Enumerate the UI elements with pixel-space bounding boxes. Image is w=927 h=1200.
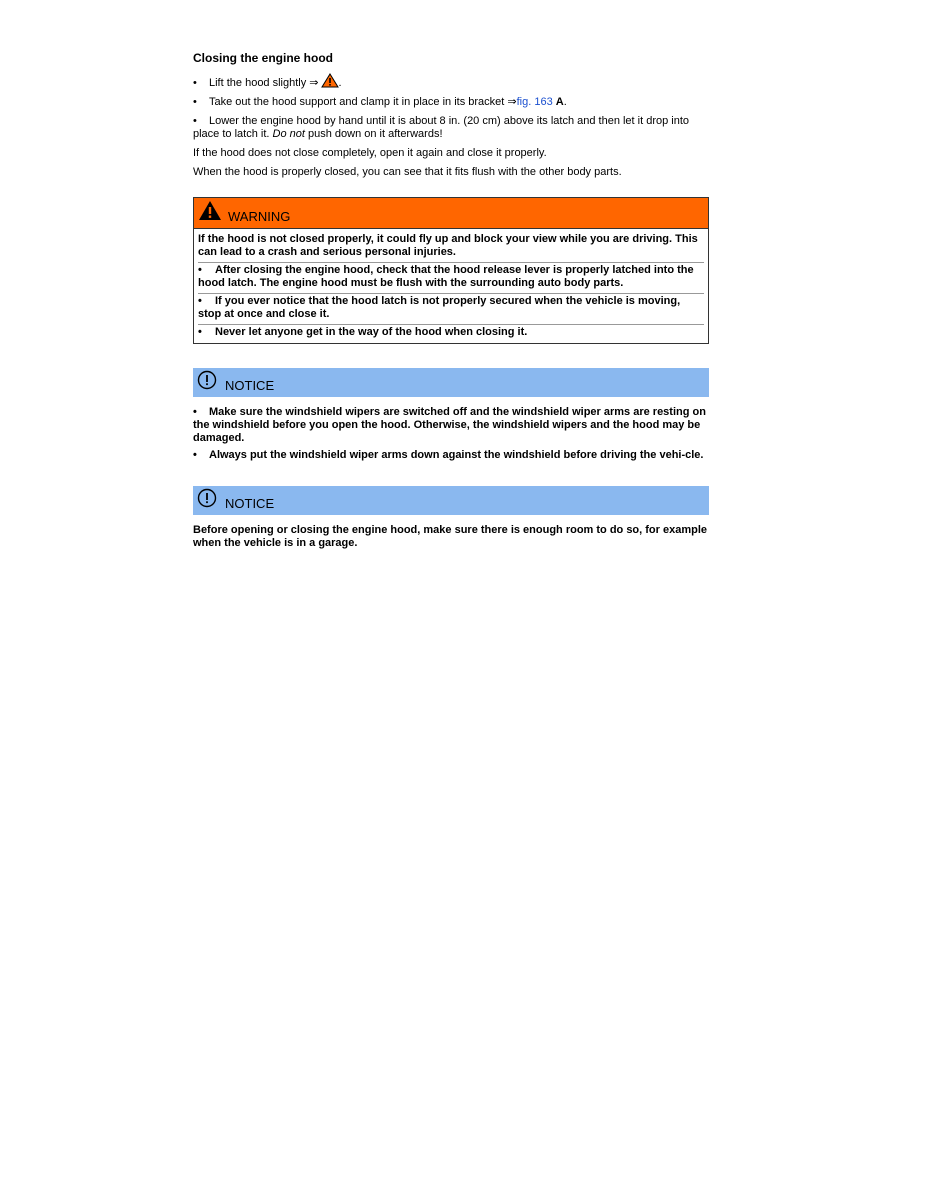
notice-item-1 — [193, 406, 709, 445]
bullet: • — [193, 406, 197, 418]
notice-label: NOTICE — [225, 495, 275, 511]
warning-item-text: After closing the engine hood, check that the hood release lever is properly latched into the hood latch. The engine hood must be flush with the surrounding auto body parts. — [198, 264, 694, 289]
warning-item-text: If you ever notice that the hood latch is not properly secured when the vehicle is moving, stop at once and close it. — [198, 295, 681, 320]
bullet: • — [198, 326, 202, 338]
exclamation-circle-icon — [197, 370, 217, 395]
warning-triangle-icon — [198, 200, 222, 226]
notice-item-2 — [193, 449, 709, 462]
paragraph-2: When the hood is properly closed, you can see that it fits flush with the other body parts. — [193, 166, 622, 178]
fig-163-link[interactable]: fig. 163 — [516, 96, 553, 108]
warning-box — [193, 197, 709, 344]
warning-label: WARNING — [228, 208, 291, 224]
warning-item-2 — [198, 293, 704, 324]
bullet: • — [193, 449, 197, 461]
warning-body — [194, 229, 708, 343]
step-3-emphasis: Do not — [272, 128, 305, 140]
notice-body-1 — [193, 397, 709, 462]
bullet: • — [193, 96, 197, 108]
step-1-text: Lift the hood slightly ⇒ — [209, 77, 319, 89]
warning-item-1 — [198, 262, 704, 293]
paragraph-1: If the hood does not close completely, open it again and close it properly. — [193, 147, 547, 159]
bullet: • — [198, 295, 202, 307]
notice-header-1 — [193, 368, 709, 397]
notice-text: Before opening or closing the engine hood, make sure there is enough room to do so, for example when the vehicle is in a garage. — [193, 524, 708, 549]
bullet: • — [193, 115, 197, 127]
notice-label: NOTICE — [225, 377, 275, 393]
page-content — [193, 51, 709, 554]
bullet: • — [193, 77, 197, 89]
notice-header-2 — [193, 486, 709, 515]
notice-item-text: Always put the windshield wiper arms down against the windshield before driving the vehi-cle. — [209, 449, 704, 461]
step-2-callout: A — [555, 96, 564, 108]
warning-triangle-icon[interactable] — [321, 73, 339, 88]
warning-header — [194, 198, 708, 229]
step-3 — [193, 115, 709, 141]
step-3-text: Lower the engine hood by hand until it is about 8 in. (20 cm) above its latch and then let it drop into place to latch it. — [193, 115, 690, 140]
step-1-period: . — [338, 77, 342, 89]
step-2-period: . — [563, 96, 567, 108]
notice-body-2 — [193, 515, 709, 550]
step-2 — [193, 96, 709, 109]
warning-item-3 — [198, 324, 704, 342]
bullet: • — [198, 264, 202, 276]
step-3-text-end: push down on it afterwards! — [304, 128, 443, 140]
notice-item-text: Make sure the windshield wipers are switched off and the windshield wiper arms are resting on the windshield before you open the hood. Otherwise, the windshield wipers and the hood may be damaged. — [193, 406, 706, 444]
step-2-text: Take out the hood support and clamp it in place in its bracket ⇒ — [209, 96, 517, 108]
warning-intro: If the hood is not closed properly, it could fly up and block your view while you are driving. This can lead to a crash and serious personal injuries. — [198, 233, 698, 258]
exclamation-circle-icon — [197, 488, 217, 513]
step-1 — [193, 73, 709, 90]
warning-item-text: Never let anyone get in the way of the hood when closing it. — [215, 326, 528, 338]
section-title: Closing the engine hood — [193, 51, 333, 65]
